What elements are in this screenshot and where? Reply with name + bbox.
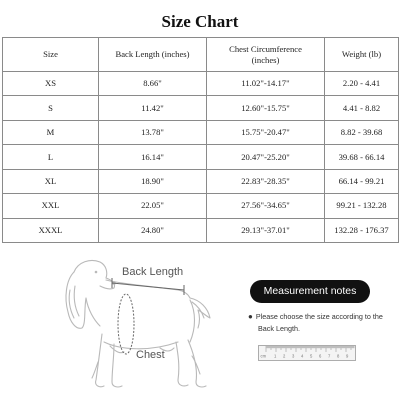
cell-weight: 99.21 - 132.28 [325,194,399,218]
back-length-arrow [112,278,184,295]
table-row [3,145,399,169]
ruler-number: 7 [328,353,331,359]
chest-measure-loop [118,294,134,354]
dog-front-leg [96,334,104,387]
ruler-icon [258,345,356,361]
ruler-number: 1 [274,353,277,359]
cell-back-length: 11.42" [99,96,207,120]
header-chest-line1: Chest Circumference [229,43,302,54]
cell-back-length: 8.66" [99,72,207,96]
header-weight: Weight (lb) [325,38,399,72]
ruler-number: 2 [283,353,286,359]
page-title: Size Chart [161,12,239,31]
dog-belly [104,342,178,349]
ruler-number: 5 [310,353,313,359]
header-chest-circumference [207,38,325,72]
ruler-unit-label: cm [260,353,267,359]
cell-weight: 132.28 - 176.37 [325,218,399,242]
cell-size: L [3,145,99,169]
note-text-line2: Back Length. [258,324,300,333]
cell-chest: 20.47"-25.20" [207,145,325,169]
cell-chest: 15.75"-20.47" [207,120,325,144]
table-header-row [3,38,399,72]
cell-back-length: 24.80" [99,218,207,242]
cell-back-length: 22.05" [99,194,207,218]
cell-weight: 2.20 - 4.41 [325,72,399,96]
measurement-note [248,311,398,335]
cell-back-length: 13.78" [99,120,207,144]
dog-head [74,260,107,278]
table-row [3,194,399,218]
cell-chest: 27.56"-34.65" [207,194,325,218]
header-size: Size [3,38,99,72]
ruler-number: 6 [319,353,322,359]
cell-weight: 39.68 - 66.14 [325,145,399,169]
ruler-number: 9 [346,353,349,359]
table-row [3,169,399,193]
cell-size: M [3,120,99,144]
cell-weight: 8.82 - 39.68 [325,120,399,144]
ruler-number: 3 [292,353,295,359]
size-chart-table [2,37,399,243]
cell-back-length: 16.14" [99,145,207,169]
note-text-line1: Please choose the size according to the [255,312,383,321]
cell-back-length: 18.90" [99,169,207,193]
ruler-number: 8 [337,353,340,359]
cell-size: XL [3,169,99,193]
dog-measurement-illustration [60,250,220,400]
bullet-icon: ● [248,312,253,321]
ruler-number: 4 [301,353,304,359]
cell-weight: 4.41 - 8.82 [325,96,399,120]
cell-chest: 11.02"-14.17" [207,72,325,96]
cell-size: XXXL [3,218,99,242]
table-row [3,72,399,96]
cell-chest: 29.13"-37.01" [207,218,325,242]
cell-size: XXL [3,194,99,218]
measurement-notes-badge: Measurement notes [250,280,370,303]
dog-hind-leg [176,342,188,386]
back-length-label: Back Length [122,266,184,278]
cell-chest: 12.60"-15.75" [207,96,325,120]
table-row [3,96,399,120]
header-back-length: Back Length (inches) [99,38,207,72]
header-chest-line2: (inches) [251,54,280,65]
cell-chest: 22.83"-28.35" [207,169,325,193]
chest-label: Chest [136,349,165,361]
cell-weight: 66.14 - 99.21 [325,169,399,193]
table-row [3,218,399,242]
cell-size: XS [3,72,99,96]
cell-size: S [3,96,99,120]
dog-eye [95,271,98,274]
table-row [3,120,399,144]
